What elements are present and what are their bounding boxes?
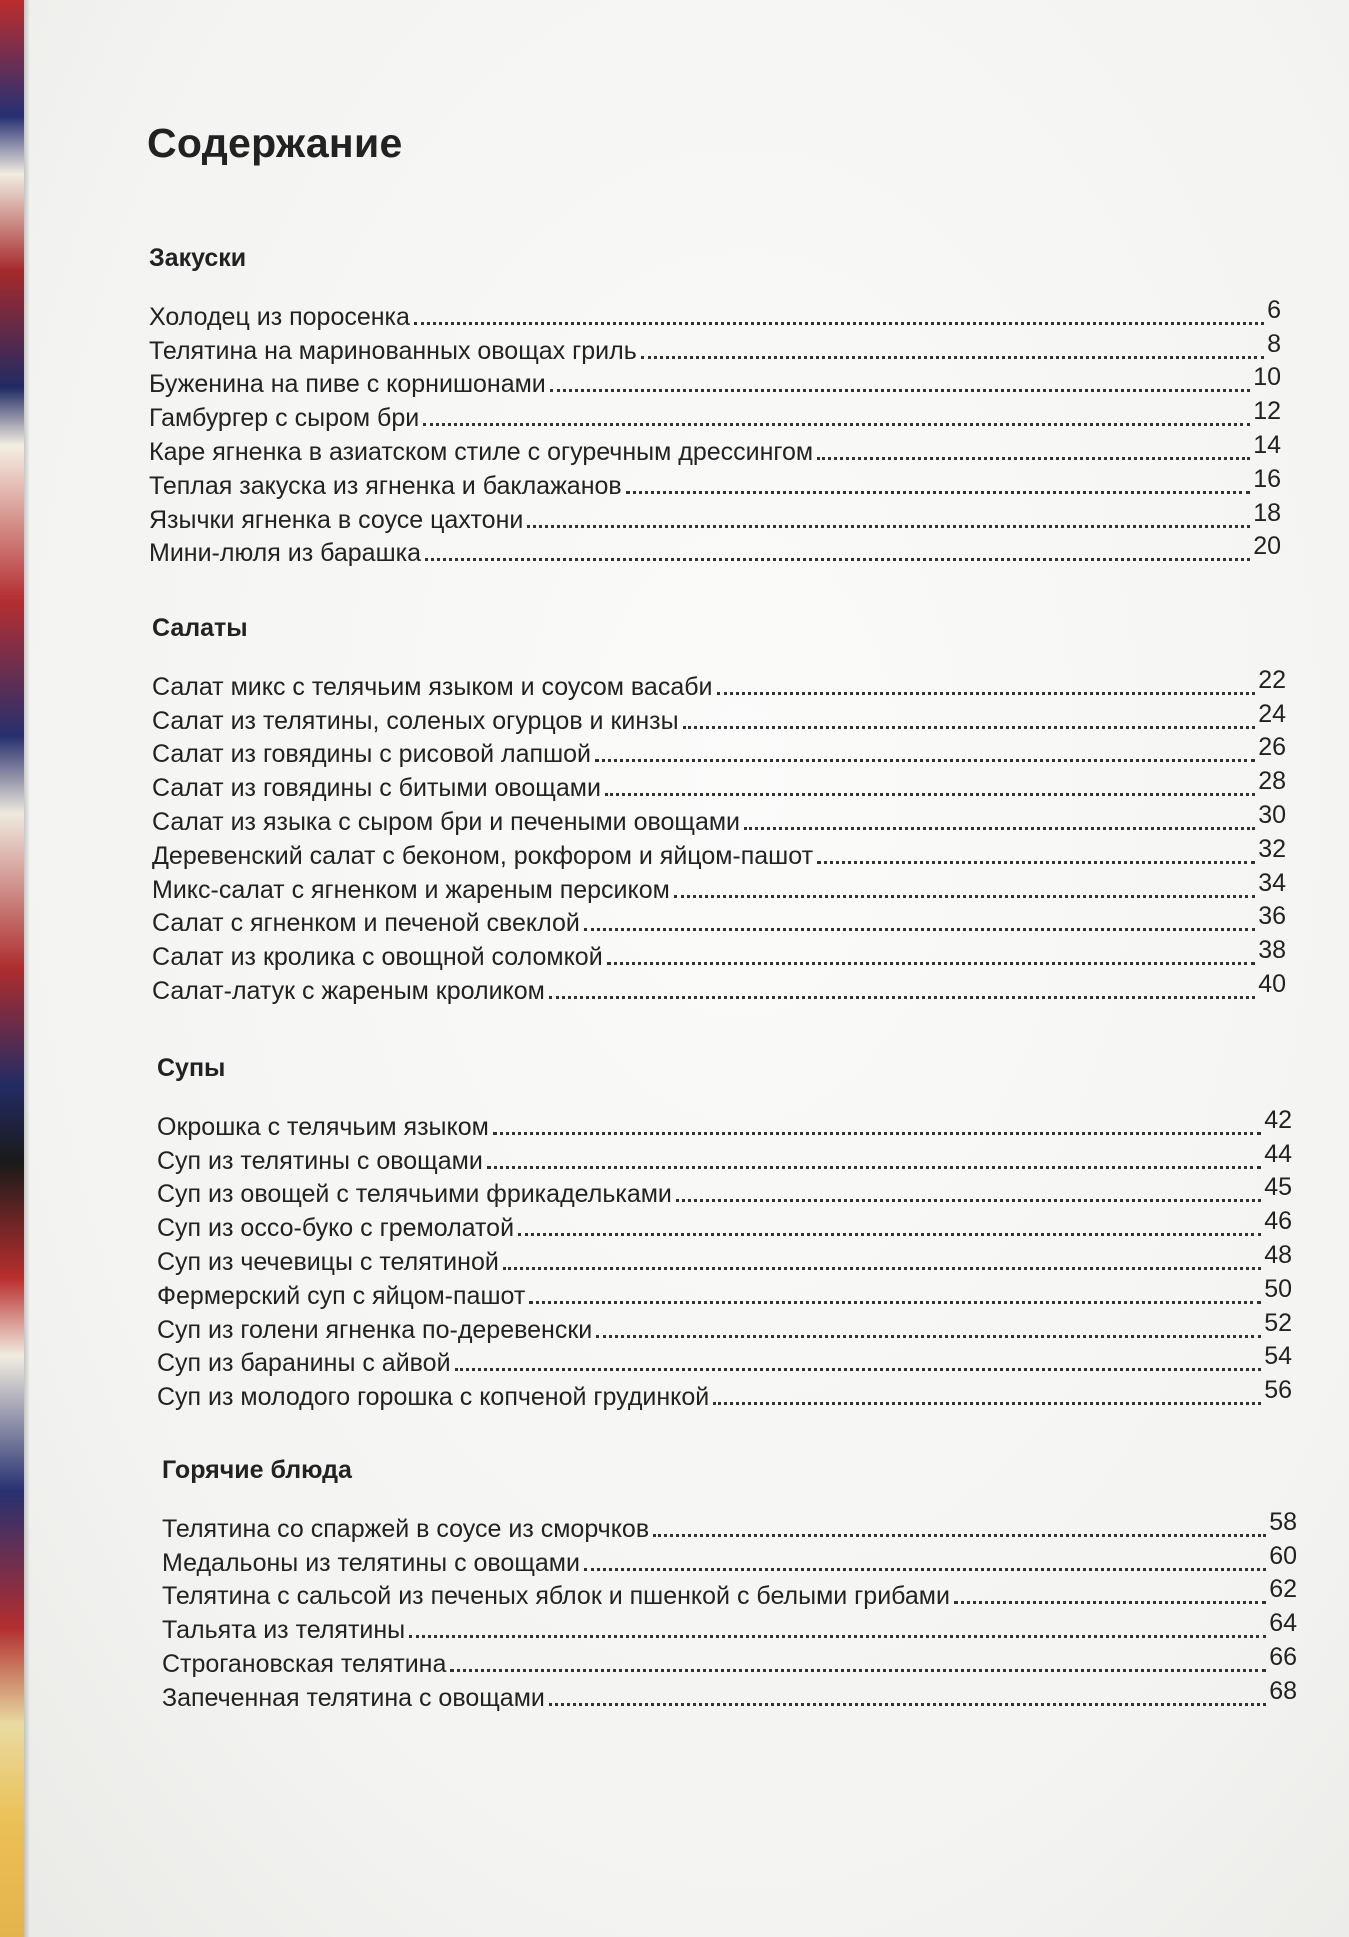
toc-page-number: 20 xyxy=(1253,532,1281,561)
toc-entry-title: Телятина со спаржей в соусе из сморчков xyxy=(162,1514,650,1543)
toc-entry xyxy=(149,498,1281,535)
toc-entry-title: Тальята из телятины xyxy=(162,1616,406,1645)
toc-entry xyxy=(157,1240,1292,1277)
dot-leader xyxy=(641,356,1264,359)
toc-entry-title: Мини-люля из барашка xyxy=(149,539,422,568)
dot-leader xyxy=(550,389,1250,392)
toc-entry-title: Суп из овощей с телячьими фрикадельками xyxy=(157,1180,672,1209)
section-entries xyxy=(162,1507,1297,1713)
toc-page-number: 58 xyxy=(1269,1507,1297,1536)
toc-page-number: 60 xyxy=(1269,1541,1297,1570)
toc-entry xyxy=(152,665,1286,702)
toc-entry xyxy=(149,329,1281,366)
toc-entry xyxy=(149,532,1281,569)
toc-entry-title: Салат из говядины с рисовой лапшой xyxy=(152,740,592,769)
toc-entry-title: Салат с ягненком и печеной свеклой xyxy=(152,909,580,938)
dot-leader xyxy=(596,1335,1261,1338)
dot-leader xyxy=(527,525,1250,528)
toc-page-number: 62 xyxy=(1269,1575,1297,1604)
dot-leader xyxy=(744,827,1255,830)
toc-page-number: 38 xyxy=(1258,936,1286,965)
toc-entry xyxy=(157,1209,1292,1243)
toc-entry xyxy=(162,1611,1297,1645)
toc-entry-title: Окрошка с телячьим языком xyxy=(157,1112,489,1141)
section-entries xyxy=(152,665,1286,1006)
toc-entry-title: Холодец из поросенка xyxy=(149,302,410,331)
toc-entry xyxy=(152,733,1286,770)
toc-entry-title: Суп из голени ягненка по-деревенски xyxy=(157,1315,593,1344)
toc-page-number: 64 xyxy=(1269,1609,1297,1638)
toc-page-number: 50 xyxy=(1264,1274,1292,1303)
toc-section-hot-dishes xyxy=(162,1452,1297,1713)
toc-entry xyxy=(162,1575,1297,1612)
toc-entry-title: Телятина на маринованных овощах гриль xyxy=(149,336,637,365)
dot-leader xyxy=(713,1402,1261,1405)
toc-entry-title: Телятина с сальсой из печеных яблок и пшенкой с белыми грибами xyxy=(162,1582,950,1611)
dot-leader xyxy=(409,1635,1266,1638)
toc-page-number: 66 xyxy=(1269,1642,1297,1671)
toc-entry-title: Суп из оссо-буко с гремолатой xyxy=(157,1214,515,1243)
toc-section-appetizers xyxy=(149,240,1281,568)
toc-section-soups xyxy=(157,1050,1292,1412)
dot-leader xyxy=(549,996,1255,999)
toc-page-number: 12 xyxy=(1253,397,1281,426)
dot-leader xyxy=(607,962,1256,965)
toc-entry-title: Салат из кролика с овощной соломкой xyxy=(152,943,603,972)
section-heading: Закуски xyxy=(149,244,247,272)
toc-entry xyxy=(149,399,1281,433)
dot-leader xyxy=(455,1368,1262,1371)
toc-entry xyxy=(152,902,1286,939)
toc-page-number: 56 xyxy=(1264,1376,1292,1405)
dot-leader xyxy=(423,423,1250,426)
toc-entry xyxy=(162,1676,1297,1713)
dot-leader xyxy=(518,1233,1261,1236)
dot-leader xyxy=(450,1669,1266,1672)
section-heading: Супы xyxy=(157,1054,226,1082)
toc-entry xyxy=(149,363,1281,400)
toc-entry-title: Строгановская телятина xyxy=(162,1649,447,1678)
toc-entry xyxy=(152,868,1286,905)
toc-entry xyxy=(149,430,1281,467)
toc-entry xyxy=(149,464,1281,501)
toc-entry xyxy=(162,1541,1297,1578)
toc-page-number: 28 xyxy=(1258,767,1286,796)
toc-entry-title: Салат из говядины с битыми овощами xyxy=(152,774,601,803)
toc-page-number: 40 xyxy=(1258,969,1286,998)
section-entries xyxy=(157,1105,1292,1412)
dot-leader xyxy=(584,928,1255,931)
toc-entry-title: Салат из телятины, соленых огурцов и кинзы xyxy=(152,706,679,735)
dot-leader xyxy=(817,457,1250,460)
dot-leader xyxy=(676,1199,1261,1202)
toc-page-number: 54 xyxy=(1264,1342,1292,1371)
toc-entry-title: Буженина на пиве с корнишонами xyxy=(149,370,546,399)
toc-entry-title: Микс-салат с ягненком и жареным персиком xyxy=(152,875,670,904)
toc-entry xyxy=(162,1642,1297,1679)
toc-entry xyxy=(152,699,1286,736)
toc-entry xyxy=(157,1342,1292,1379)
toc-page-number: 18 xyxy=(1253,498,1281,527)
dot-leader xyxy=(653,1534,1266,1537)
toc-entry-title: Суп из баранины с айвой xyxy=(157,1349,451,1378)
dot-leader xyxy=(493,1132,1261,1135)
toc-entry xyxy=(157,1105,1292,1142)
toc-page-number: 46 xyxy=(1264,1207,1292,1236)
dot-leader xyxy=(503,1267,1261,1270)
toc-entry-title: Суп из телятины с овощами xyxy=(157,1146,483,1175)
toc-entry-title: Суп из чечевицы с телятиной xyxy=(157,1247,499,1276)
toc-page-number: 22 xyxy=(1258,665,1286,694)
toc-entry xyxy=(157,1173,1292,1210)
toc-page-number: 6 xyxy=(1267,295,1281,324)
toc-page-number: 34 xyxy=(1258,868,1286,897)
toc-page-number: 14 xyxy=(1253,430,1281,459)
toc-entry-title: Запеченная телятина с овощами xyxy=(162,1683,545,1712)
toc-entry xyxy=(157,1139,1292,1176)
toc-entry-title: Фермерский суп с яйцом-пашот xyxy=(157,1281,526,1310)
page-title: Содержание xyxy=(147,120,403,166)
dot-leader xyxy=(425,558,1250,561)
toc-entry xyxy=(152,969,1286,1006)
toc-entry-title: Салат микс с телячьим языком и соусом васаби xyxy=(152,672,713,701)
dot-leader xyxy=(605,793,1255,796)
toc-entry-title: Деревенский салат с беконом, рокфором и яйцом-пашот xyxy=(152,841,814,870)
section-entries xyxy=(149,295,1281,568)
dot-leader xyxy=(487,1166,1261,1169)
section-heading: Горячие блюда xyxy=(162,1456,352,1484)
toc-entry-title: Салат-латук с жареным кроликом xyxy=(152,976,545,1005)
toc-entry-title: Салат из языка с сыром бри и печеными овощами xyxy=(152,807,741,836)
dot-leader xyxy=(595,759,1255,762)
toc-page-number: 26 xyxy=(1258,733,1286,762)
toc-section-salads xyxy=(152,610,1286,1006)
dot-leader xyxy=(674,895,1255,898)
toc-entry xyxy=(162,1507,1297,1544)
toc-entry-title: Гамбургер с сыром бри xyxy=(149,404,420,433)
toc-entry xyxy=(157,1308,1292,1345)
toc-entry xyxy=(152,769,1286,803)
dot-leader xyxy=(529,1301,1261,1304)
toc-entry-title: Суп из молодого горошка с копченой грудинкой xyxy=(157,1383,710,1412)
toc-page-number: 45 xyxy=(1264,1173,1292,1202)
toc-page-number: 42 xyxy=(1264,1105,1292,1134)
toc-page-number: 30 xyxy=(1258,800,1286,829)
toc-page-number: 48 xyxy=(1264,1240,1292,1269)
toc-page-number: 36 xyxy=(1258,902,1286,931)
toc-page-number: 68 xyxy=(1269,1676,1297,1705)
toc-page-number: 52 xyxy=(1264,1308,1292,1337)
toc-entry xyxy=(157,1274,1292,1311)
toc-entry-title: Язычки ягненка в соусе цахтони xyxy=(149,505,524,534)
dot-leader xyxy=(817,861,1255,864)
toc-entry xyxy=(152,800,1286,837)
toc-entry xyxy=(157,1378,1292,1412)
dot-leader xyxy=(584,1568,1266,1571)
toc-entry xyxy=(152,938,1286,972)
toc-page-number: 16 xyxy=(1253,464,1281,493)
dot-leader xyxy=(549,1703,1266,1706)
toc-entry-title: Теплая закуска из ягненка и баклажанов xyxy=(149,471,622,500)
dot-leader xyxy=(717,692,1256,695)
dot-leader xyxy=(954,1601,1266,1604)
toc-page-number: 32 xyxy=(1258,834,1286,863)
section-heading: Салаты xyxy=(152,614,248,642)
toc-entry xyxy=(149,295,1281,332)
toc-page-number: 10 xyxy=(1253,363,1281,392)
toc-page-number: 8 xyxy=(1267,329,1281,358)
toc-page-number: 44 xyxy=(1264,1139,1292,1168)
dot-leader xyxy=(414,322,1264,325)
dot-leader xyxy=(626,491,1250,494)
toc-page-number: 24 xyxy=(1258,699,1286,728)
dot-leader xyxy=(683,726,1256,729)
toc-entry xyxy=(152,834,1286,871)
toc-entry-title: Каре ягненка в азиатском стиле с огуречным дрессингом xyxy=(149,437,814,466)
toc-entry-title: Медальоны из телятины с овощами xyxy=(162,1548,580,1577)
